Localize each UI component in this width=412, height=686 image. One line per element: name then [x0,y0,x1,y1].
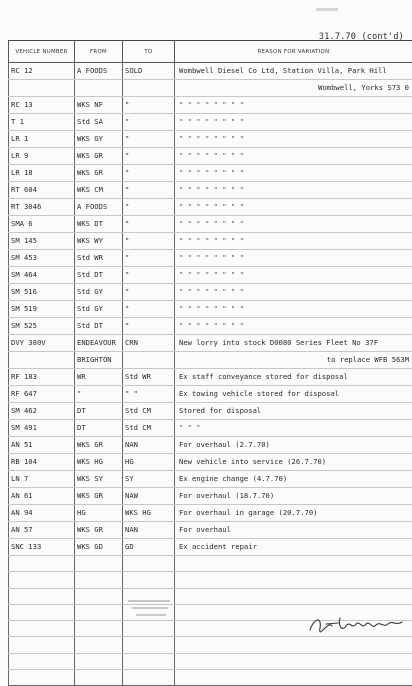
cell-from: WKS CM [75,182,123,199]
cell-to: NAW [123,488,175,505]
blank-cell [9,670,75,686]
cell-reason: " " " " " " " " [175,301,412,318]
cell-vehicle-number: RC 12 [9,63,75,80]
cell-from: WKS GY [75,131,123,148]
cell-from: WKS GR [75,148,123,165]
cell-to: " [123,114,175,131]
table-row [9,216,412,233]
blank-row [9,588,412,604]
blank-cell [123,653,175,669]
cell-vehicle-number: SM 453 [9,250,75,267]
cell-vehicle-number: AN 51 [9,437,75,454]
table-row [9,131,412,148]
cell-from: WKS GR [75,488,123,505]
blank-cell [175,670,412,686]
cell-to: CRN [123,335,175,352]
blank-cell [123,556,175,572]
cell-vehicle-number: LR 9 [9,148,75,165]
table-row [9,148,412,165]
cell-to: Std WR [123,369,175,386]
table-row [9,233,412,250]
cell-vehicle-number [9,352,75,369]
cell-from: ENDEAVOUR [75,335,123,352]
table-row [9,539,412,556]
cell-from: Std DT [75,318,123,335]
cell-reason: " " " " " " " " [175,250,412,267]
blank-cell [9,621,75,637]
table-row [9,437,412,454]
footer-smudge [128,600,170,602]
cell-vehicle-number: SM 462 [9,403,75,420]
table-row [9,284,412,301]
cell-vehicle-number: RB 104 [9,454,75,471]
table-row [9,488,412,505]
cell-from: Std GY [75,284,123,301]
cell-to: Std CM [123,420,175,437]
cell-reason: " " " " " " " " [175,182,412,199]
cell-to: SY [123,471,175,488]
footer-smudge [136,614,166,616]
cell-to: WKS HG [123,505,175,522]
cell-vehicle-number: LN 7 [9,471,75,488]
cell-vehicle-number: LR 1 [9,131,75,148]
table-row [9,318,412,335]
blank-cell [75,588,123,604]
cell-to: " [123,318,175,335]
scan-speck [316,8,338,11]
blank-row [9,556,412,572]
cell-reason: " " " " " " " " [175,131,412,148]
blank-cell [75,556,123,572]
header-from: FROM [75,41,123,63]
cell-reason: " " " " " " " " [175,267,412,284]
cell-vehicle-number: SM 519 [9,301,75,318]
blank-cell [123,670,175,686]
header-to: TO [123,41,175,63]
cell-vehicle-number: DVY 380V [9,335,75,352]
blank-cell [175,572,412,588]
table-row [9,97,412,114]
blank-cell [75,637,123,653]
cell-to: " [123,182,175,199]
cell-from: WKS GR [75,522,123,539]
cell-from: Std GY [75,301,123,318]
blank-row [9,670,412,686]
table-row [9,352,412,369]
cell-vehicle-number: T 1 [9,114,75,131]
blank-cell [123,572,175,588]
blank-row [9,637,412,653]
cell-to: NAN [123,437,175,454]
cell-to [123,80,175,97]
cell-to: " " [123,386,175,403]
blank-cell [75,572,123,588]
cell-to: " [123,233,175,250]
cell-reason: " " " " " " " " [175,148,412,165]
table-row [9,63,412,80]
cell-vehicle-number: SM 525 [9,318,75,335]
cell-reason: For overhaul in garage (20.7.70) [175,505,412,522]
blank-cell [175,637,412,653]
cell-from: WKS WY [75,233,123,250]
table-row [9,165,412,182]
cell-reason: " " " " " " " " [175,216,412,233]
cell-vehicle-number: LR 18 [9,165,75,182]
cell-reason: " " " " " " " " [175,318,412,335]
cell-from: WKS SY [75,471,123,488]
cell-from: A FOODS [75,199,123,216]
cell-to: " [123,165,175,182]
cell-reason: " " " " " " " " [175,284,412,301]
cell-reason: " " " " " " " " [175,233,412,250]
page-date: 31.7.70 (cont'd) [319,32,404,42]
cell-reason: to replace WFB 563M [175,352,412,369]
blank-cell [75,653,123,669]
table-row [9,386,412,403]
cell-reason: Wombwell, Yorks S73 0 [175,80,412,97]
cell-vehicle-number: RF 647 [9,386,75,403]
ledger-header-row [9,41,412,63]
variation-ledger-table [8,40,412,686]
blank-cell [9,588,75,604]
cell-reason: For overhaul [175,522,412,539]
cell-to: " [123,199,175,216]
cell-from: WKS NF [75,97,123,114]
cell-vehicle-number: AN 57 [9,522,75,539]
blank-cell [9,653,75,669]
cell-to: " [123,131,175,148]
cell-reason: Wombwell Diesel Co Ltd, Station Villa, Park Hill [175,63,412,80]
cell-from: BRIGHTON [75,352,123,369]
cell-reason: New vehicle into service (26.7.70) [175,454,412,471]
blank-cell [75,670,123,686]
blank-cell [175,556,412,572]
table-row [9,335,412,352]
cell-from: DT [75,403,123,420]
table-row [9,199,412,216]
cell-reason: Ex staff conveyance stored for disposal [175,369,412,386]
cell-from: " [75,386,123,403]
cell-reason: Ex towing vehicle stored for disposal [175,386,412,403]
cell-vehicle-number: SM 516 [9,284,75,301]
blank-cell [9,604,75,620]
cell-reason: For overhaul (2.7.70) [175,437,412,454]
cell-to: SOLD [123,63,175,80]
blank-cell [9,572,75,588]
blank-cell [9,637,75,653]
cell-reason: " " " " " " " " [175,97,412,114]
cell-to: GD [123,539,175,556]
cell-vehicle-number: RT 604 [9,182,75,199]
table-row [9,454,412,471]
cell-from: Std WR [75,250,123,267]
cell-to: " [123,216,175,233]
cell-to: " [123,301,175,318]
cell-reason: " " " " " " " " [175,114,412,131]
cell-vehicle-number: RC 13 [9,97,75,114]
cell-from: WKS GD [75,539,123,556]
cell-to: " [123,148,175,165]
cell-reason: For overhaul (18.7.70) [175,488,412,505]
cell-reason: Stored for disposal [175,403,412,420]
cell-reason: " " " " " " " " [175,165,412,182]
ledger-body [9,63,412,686]
blank-cell [123,637,175,653]
blank-cell [175,588,412,604]
table-row [9,182,412,199]
header-vehicle-number: VEHICLE NUMBER [9,41,75,63]
blank-row [9,653,412,669]
table-row [9,420,412,437]
blank-row [9,572,412,588]
cell-vehicle-number: RF 183 [9,369,75,386]
table-row [9,114,412,131]
cell-reason: New lorry into stock D0080 Series Fleet No 37F [175,335,412,352]
cell-reason: " " " " " " " " [175,199,412,216]
cell-vehicle-number: SMA 6 [9,216,75,233]
cell-reason: " " " [175,420,412,437]
cell-to: " [123,267,175,284]
cell-from: HG [75,505,123,522]
blank-cell [175,653,412,669]
cell-to: " [123,250,175,267]
cell-to: " [123,97,175,114]
cell-from: WR [75,369,123,386]
cell-from: Std SA [75,114,123,131]
table-row [9,301,412,318]
table-row [9,522,412,539]
cell-from: A FOODS [75,63,123,80]
cell-from: WKS DT [75,216,123,233]
footer-smudge [132,607,168,609]
cell-from: DT [75,420,123,437]
cell-vehicle-number: SM 464 [9,267,75,284]
cell-from [75,80,123,97]
cell-from: WKS GR [75,165,123,182]
cell-vehicle-number: AN 94 [9,505,75,522]
cell-to: HG [123,454,175,471]
table-row [9,471,412,488]
cell-vehicle-number: SM 491 [9,420,75,437]
cell-reason: Ex accident repair [175,539,412,556]
cell-to: " [123,284,175,301]
table-row [9,505,412,522]
cell-from: WKS HG [75,454,123,471]
table-row [9,267,412,284]
header-reason: REASON FOR VARIATION [175,41,412,63]
cell-from: WKS GR [75,437,123,454]
table-row [9,403,412,420]
table-row [9,369,412,386]
cell-vehicle-number [9,80,75,97]
cell-vehicle-number: AN 61 [9,488,75,505]
blank-cell [75,621,123,637]
blank-cell [9,556,75,572]
table-row [9,80,412,97]
cell-to [123,352,175,369]
cell-to: Std CM [123,403,175,420]
table-row [9,250,412,267]
cell-vehicle-number: SNC 133 [9,539,75,556]
cell-reason: Ex engine change (4.7.70) [175,471,412,488]
blank-cell [123,621,175,637]
cell-vehicle-number: SM 145 [9,233,75,250]
handwritten-signature [306,612,406,636]
blank-cell [75,604,123,620]
cell-vehicle-number: RT 3046 [9,199,75,216]
cell-to: NAN [123,522,175,539]
cell-from: Std DT [75,267,123,284]
